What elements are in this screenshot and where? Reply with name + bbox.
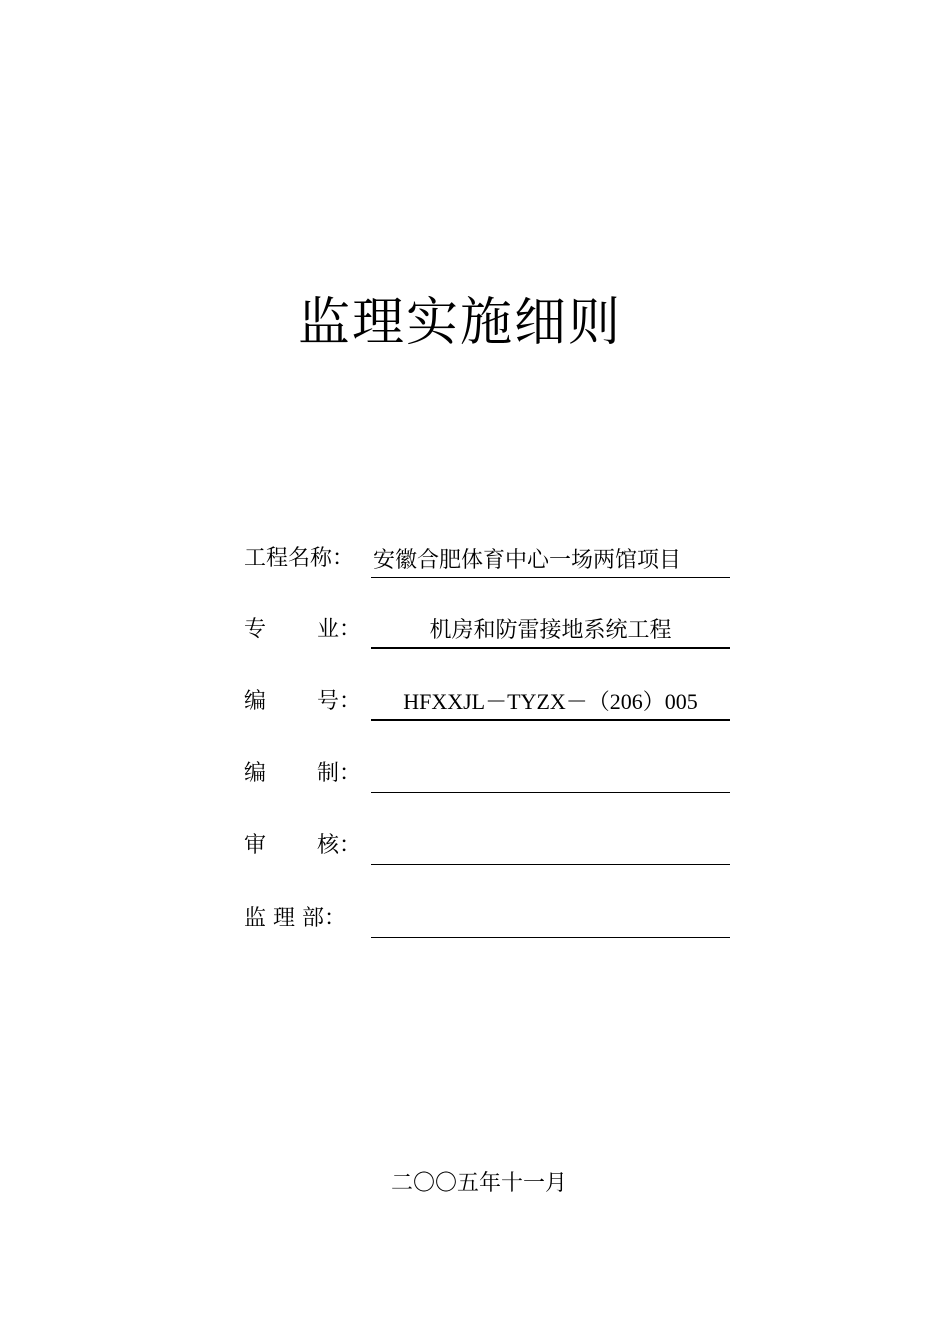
field-value-project-name: 安徽合肥体育中心一场两馆项目 bbox=[373, 548, 682, 573]
field-reviewed-by bbox=[244, 825, 730, 865]
field-label-prepared-by: 编 制： bbox=[244, 761, 361, 786]
field-specialty bbox=[244, 609, 730, 649]
field-project-name bbox=[244, 538, 730, 578]
field-label-specialty: 专 业： bbox=[244, 617, 361, 642]
field-label-project-name: 工程名称： bbox=[244, 546, 355, 571]
document-date: 二〇〇五年十一月 bbox=[390, 1171, 567, 1196]
field-value-specialty: 机房和防雷接地系统工程 bbox=[429, 618, 672, 643]
field-line-supervision-department bbox=[371, 897, 730, 938]
field-label-reviewed-by: 审 核： bbox=[244, 833, 361, 858]
field-line-document-number bbox=[371, 679, 730, 721]
document-title: 监理实施细则 bbox=[297, 293, 622, 353]
field-value-document-number: HFXXJL－TYZX－（206）005 bbox=[403, 689, 698, 714]
field-document-number bbox=[244, 681, 730, 721]
field-line-reviewed-by bbox=[371, 824, 730, 865]
field-prepared-by bbox=[244, 753, 730, 793]
field-label-document-number: 编 号： bbox=[244, 689, 361, 714]
field-supervision-department bbox=[244, 898, 730, 938]
field-line-specialty bbox=[371, 607, 730, 649]
field-line-project-name bbox=[371, 537, 730, 578]
field-label-supervision-department: 监 理 部： bbox=[244, 906, 346, 931]
field-line-prepared-by bbox=[371, 752, 730, 793]
